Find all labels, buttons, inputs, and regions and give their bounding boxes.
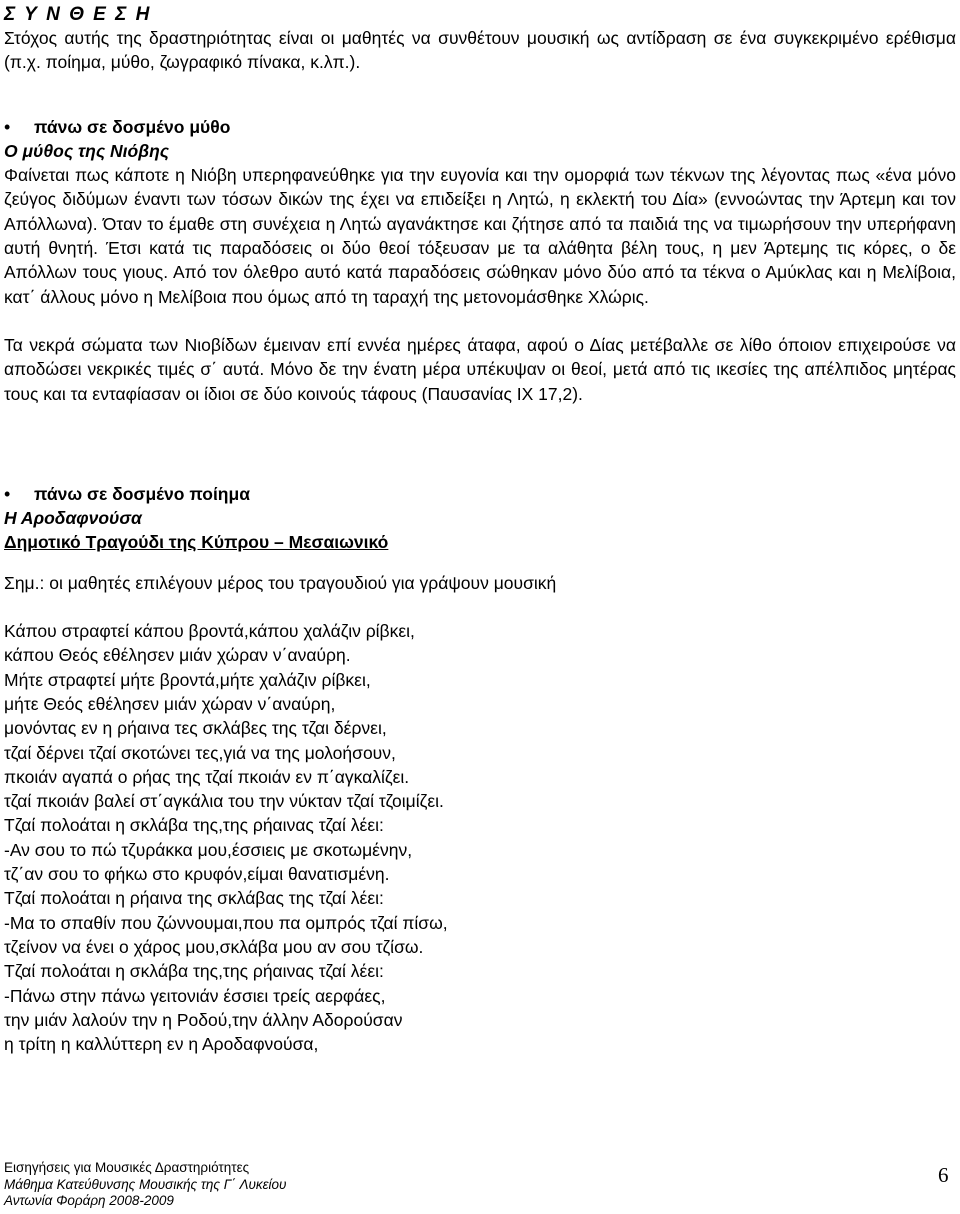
spacer [4, 309, 956, 333]
poem-text [4, 619, 956, 1056]
poem-line: Τζαί πολοάται η σκλάβα της,της ρήαινας τζαί λέει: [4, 815, 384, 836]
poem-line: -Μα το σπαθίν που ζώννουμαι,που πα ομπρός τζαί πίσω, [4, 912, 448, 933]
page-footer [4, 1160, 286, 1210]
poem-line: μήτε Θεός εθέλησεν μιάν χώραν ν΄αναύρη, [4, 693, 336, 714]
intro-paragraph: Στόχος αυτής της δραστηριότητας είναι οι μαθητές να συνθέτουν μουσική ως αντίδραση σε ένα συγκεκριμένο ερέθισμα (π.χ. ποίημα, μύθο, ζωγραφικό πίνακα, κ.λπ.). [4, 28, 956, 73]
poem-line: κάπου Θεός εθέλησεν μιάν χώραν ν΄αναύρη. [4, 645, 351, 666]
poem-line: -Αν σου το πώ τζυράκκα μου,έσσιεις με σκοτωμένην, [4, 839, 413, 860]
section-poem-heading [4, 482, 956, 506]
section-myth-heading [4, 115, 956, 139]
poem-line: πκοιάν αγαπά ο ρήας της τζαί πκοιάν εν π΄αγκαλίζει. [4, 766, 410, 787]
myth-paragraph-2: Τα νεκρά σώματα των Νιοβίδων έμειναν επί εννέα ημέρες άταφα, αφού ο Δίας μετέβαλλε σε λίθο όποιον επιχειρούσε να αποδώσει νεκρικές τιμές σ΄ αυτά. Μόνο δε την ένατη μέρα υπέκυψαν οι θεοί, μετά από τις ικεσίες της απέλπιδος μητέρας τους και τα ενταφίασαν οι ίδιοι σε δύο κοινούς τάφους (Παυσανίας ΙΧ 17,2). [4, 334, 956, 404]
section-heading: πάνω σε δοσμένο ποίημα [34, 483, 250, 504]
spacer [4, 595, 956, 619]
poem-line: -Πάνω στην πάνω γειτονιάν έσσιει τρείς αερφάες, [4, 985, 386, 1006]
poem-line: η τρίτη η καλλύττερη εν η Αροδαφνούσα, [4, 1034, 319, 1055]
poem-line: τζαί πκοιάν βαλεί στ΄αγκάλια του την νύκταν τζαί τζοιμίζει. [4, 791, 444, 812]
document-page [4, 4, 956, 1056]
poem-line: τζείνον να ένει ο χάρος μου,σκλάβα μου αν σου τζίσω. [4, 936, 424, 957]
footer-line-3: Αντωνία Φοράρη 2008-2009 [4, 1193, 174, 1208]
poem-line: Τζαί πολοάται η ρήαινα της σκλάβας της τζαί λέει: [4, 888, 384, 909]
myth-subtitle: Ο μύθος της Νιόβης [4, 140, 170, 161]
bullet-icon: • [4, 116, 11, 137]
spacer [4, 555, 956, 571]
page-number: 6 [938, 1163, 949, 1187]
poem-line: μονόντας εν η ρήαινα τες σκλάβες της τζαι δέρνει, [4, 718, 387, 739]
spacer [4, 406, 956, 482]
section-heading: πάνω σε δοσμένο μύθο [34, 116, 231, 137]
poem-line: την μιάν λαλούν την η Ροδού,την άλλην Αδορούσαν [4, 1009, 403, 1030]
bullet-icon: • [4, 483, 11, 504]
poem-line: Τζαί πολοάται η σκλάβα της,της ρήαινας τζαί λέει: [4, 961, 384, 982]
poem-line: Μήτε στραφτεί μήτε βροντά,μήτε χαλάζιν ρίβκει, [4, 669, 371, 690]
poem-line: τζ΄αν σου το φήκω στο κρυφόν,είμαι θανατισμένη. [4, 864, 390, 885]
footer-line-1: Εισηγήσεις για Μουσικές Δραστηριότητες [4, 1160, 250, 1175]
poem-title: Η Αροδαφνούσα [4, 508, 142, 529]
spacer [4, 75, 956, 115]
poem-source: Δημοτικό Τραγούδι της Κύπρου – Μεσαιωνικό [4, 532, 389, 553]
footer-line-2: Μάθημα Κατεύθυνσης Μουσικής της Γ΄ Λυκείου [4, 1176, 287, 1192]
poem-line: Κάπου στραφτεί κάπου βροντά,κάπου χαλάζιν ρίβκει, [4, 621, 415, 642]
poem-line: τζαί δέρνει τζαί σκοτώνει τες,γιά να της μολοήσουν, [4, 742, 396, 763]
poem-note: Σημ.: οι μαθητές επιλέγουν μέρος του τραγουδιού για γράψουν μουσική [4, 572, 557, 593]
myth-paragraph-1: Φαίνεται πως κάποτε η Νιόβη υπερηφανεύθηκε για την ευγονία και την ομορφιά των τέκνων της λέγοντας πως «ένα μόνο ζεύγος διδύμων έναντι των τόσων δικών της έχει να επιδείξει η Λητώ, η εκλεκτή του Δία» (εννοώντας την Άρτεμη και τον Απόλλωνα). Όταν το έμαθε στη συνέχεια η Λητώ αγανάκτησε και ζήτησε από τα παιδιά της να τιμωρήσουν την υπερήφανη αυτή θνητή. Έτσι κατά τις παραδόσεις οι δύο θεοί τόξευσαν με τα αλάθητα βέλη τους, η μεν Άρτεμης τις κόρες, ο δε Απόλλων τους γιους. Από τον όλεθρο αυτό κατά παραδόσεις σώθηκαν μόνο δύο από τα τέκνα ο Αμύκλας και η Μελίβοια, κατ΄ άλλους μόνο η Μελίβοια που όμως από τη ταραχή της μετονομάσθηκε Χλώρις. [4, 165, 956, 307]
page-title: Σ Υ Ν Θ Ε Σ Η [4, 4, 152, 25]
